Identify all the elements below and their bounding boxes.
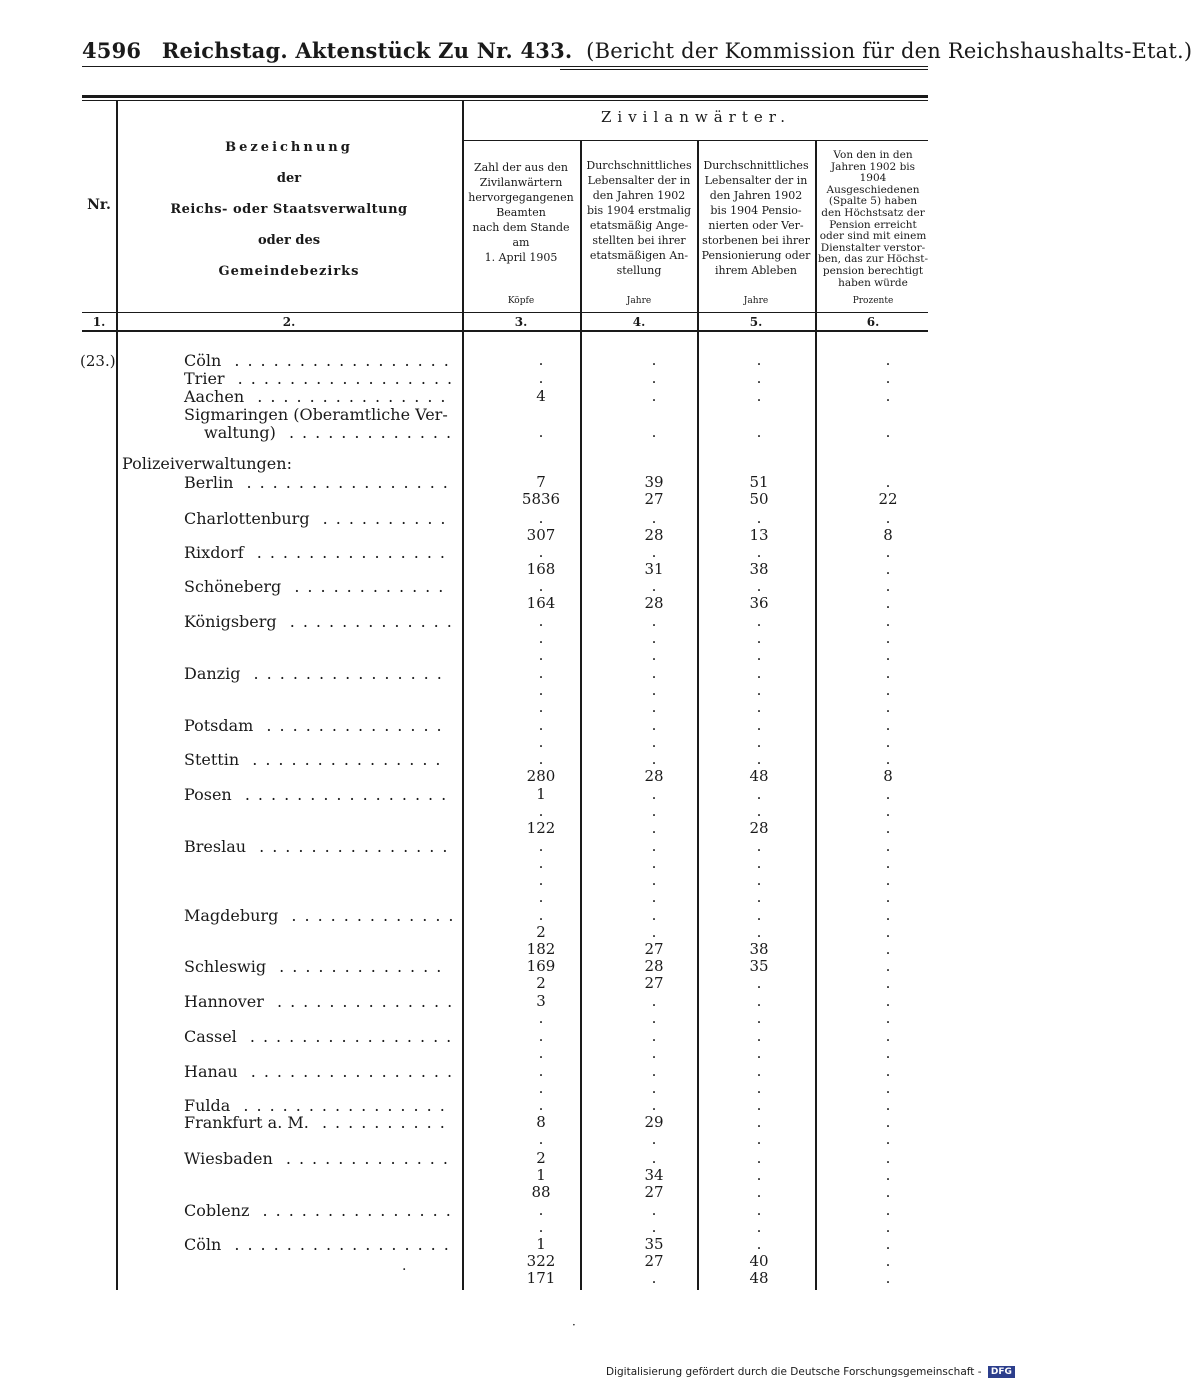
cell-c5: . . . <box>756 664 762 716</box>
cell-c4: . <box>651 369 657 387</box>
dot-leader: ............. <box>278 906 462 925</box>
dot-leader: ................. <box>221 351 457 370</box>
dot-leader: .......... <box>309 509 454 528</box>
col2-heading-line: Gemeindebezirks <box>218 264 360 279</box>
row-label-text: Cassel <box>184 1027 237 1046</box>
dot-leader: ................. <box>221 1235 457 1254</box>
col6-heading <box>817 150 929 289</box>
col2-heading <box>118 132 460 287</box>
cell-c5: . <box>756 1096 762 1114</box>
row-label <box>184 665 450 683</box>
cell-c5: . <box>756 387 762 405</box>
col3-heading-line: Zivilanwärtern <box>479 176 563 189</box>
cell-c6: . . . <box>885 612 891 664</box>
dot-leader: .............. <box>263 992 461 1011</box>
col2-heading-line: Bezeichnung <box>225 140 353 155</box>
row-label-text: Hanau <box>184 1062 238 1081</box>
col4-heading-line: stellung <box>616 264 662 277</box>
cell-c6: . . <box>885 577 891 612</box>
group-header-rule <box>462 140 928 141</box>
row-label-text: Stettin <box>184 750 240 769</box>
col5-heading-line: bis 1904 Pensio- <box>710 204 802 217</box>
dot-leader: ............... <box>246 837 456 856</box>
row-label-text: Charlottenburg <box>184 509 310 528</box>
cell-c6: . . <box>885 1062 891 1097</box>
cell-c4: . <box>651 423 657 441</box>
row-label <box>184 993 460 1011</box>
col2-heading-line: der <box>276 171 302 186</box>
cell-c4: 28 27 <box>644 957 664 992</box>
cell-c5: . . . . <box>756 837 762 906</box>
row-label-text: Hannover <box>184 992 264 1011</box>
cell-c5: 35 . <box>749 957 769 992</box>
col6-heading-line: Dienstalter verstor- <box>820 241 926 254</box>
dot-leader: ............... <box>243 543 454 562</box>
cell-c3: . . . <box>538 612 544 664</box>
row-label-text: Cöln <box>184 1235 222 1254</box>
cell-c6: . . <box>885 1113 891 1148</box>
cell-c3: 1 322 171 <box>526 1235 556 1287</box>
dot-leader: ............. <box>266 957 450 976</box>
row-label <box>184 510 454 528</box>
col6-heading-line: Von den in den <box>833 149 913 161</box>
cell-c4: . . . <box>651 664 657 716</box>
cell-c4: 35 27 . <box>644 1235 664 1287</box>
col-divider-5 <box>815 140 817 1290</box>
cell-c4: . . . . <box>651 837 657 906</box>
cell-c4: . <box>651 387 657 405</box>
section-heading: Polizeiverwaltungen: <box>122 454 292 473</box>
cell-c5: . . <box>756 1062 762 1097</box>
cell-c6: . 22 <box>878 473 898 508</box>
cell-c5: . <box>756 351 762 369</box>
cell-c3: . . . <box>538 664 544 716</box>
header-title: Reichstag. Aktenstück Zu Nr. 433. <box>161 38 573 63</box>
dot-leader: ............. <box>276 612 460 631</box>
cell-c6: . . <box>885 1201 891 1236</box>
col4-heading-line: etatsmäßigen An- <box>589 249 689 262</box>
cell-c5: . . <box>756 716 762 751</box>
col6-heading-line: Ausgeschiedenen <box>826 183 920 196</box>
cell-c5: . . <box>756 1027 762 1062</box>
col4-heading-line: etatsmäßig Ange- <box>589 219 689 232</box>
col4-heading-line: den Jahren 1902 <box>592 189 686 202</box>
cell-c3: 4 <box>536 387 546 405</box>
section-number: (23.) <box>80 352 116 370</box>
cell-c4: . 28 <box>644 577 664 612</box>
row-label <box>184 1028 459 1046</box>
cell-c5: . . 28 <box>749 785 769 837</box>
cell-c3: . 307 <box>526 509 556 544</box>
cell-c4: . . 27 <box>644 906 664 958</box>
cell-c3: 7 5836 <box>521 473 561 508</box>
cell-c5: . . . <box>756 612 762 664</box>
cell-c3: . . <box>538 1027 544 1062</box>
row-label-text: waltung) <box>204 423 276 442</box>
col6-heading-line: pension berechtigt <box>822 264 924 277</box>
col2-heading-line: oder des <box>257 233 321 248</box>
cell-c6: . . . <box>885 785 891 837</box>
header-rule <box>82 66 928 67</box>
group-heading: Zivilanwärter. <box>600 108 792 126</box>
cell-c3: . . . . <box>538 837 544 906</box>
row-label <box>184 751 449 769</box>
cell-c5: . 38 <box>749 543 769 578</box>
row-label-text: Fulda <box>184 1096 231 1115</box>
row-label <box>184 370 460 388</box>
row-label <box>184 907 462 925</box>
col4-heading-line: Lebensalter der in <box>587 174 691 187</box>
col6-heading-line: ben, das zur Höchst- <box>817 253 928 266</box>
cell-c3: . 2 182 <box>526 906 556 958</box>
cell-c5: . . . <box>756 1149 762 1201</box>
header-subtitle: (Bericht der Kommission für den Reichshaushalts-Etat.) <box>586 39 1192 63</box>
row-label-text: Danzig <box>184 664 241 683</box>
row-label-text: Frankfurt a. M. <box>184 1113 309 1132</box>
dot-leader: ................ <box>230 1096 453 1115</box>
col3-heading-line: nach dem Stande <box>472 221 570 234</box>
cell-c3: . 164 <box>526 577 556 612</box>
cell-c5: . 48 <box>749 750 769 785</box>
cell-c5: . 36 <box>749 577 769 612</box>
dot-leader: .............. <box>253 716 450 735</box>
cell-c5: . . 38 <box>749 906 769 958</box>
cell-c6: . <box>885 351 891 369</box>
row-label <box>184 838 455 856</box>
cell-c6: . . <box>885 992 891 1027</box>
dot-leader: ................ <box>233 473 456 492</box>
cell-c4: . . <box>651 1201 657 1236</box>
dot-leader: ............... <box>249 1201 459 1220</box>
footer <box>606 1366 1015 1378</box>
dot-leader: ................ <box>231 785 455 804</box>
cell-c4: . 28 <box>644 750 664 785</box>
cell-c3: . . <box>538 1201 544 1236</box>
cell-c3: . 280 <box>526 750 556 785</box>
dot-leader: ............. <box>275 423 460 442</box>
cell-c6: . 8 <box>883 750 893 785</box>
col5-heading-line: den Jahren 1902 <box>709 189 803 202</box>
row-label <box>184 544 453 562</box>
cell-c6: . . <box>885 1027 891 1062</box>
col3-heading-line: Beamten <box>496 206 546 219</box>
dot-leader: ............... <box>239 750 449 769</box>
dfg-logo: DFG <box>988 1366 1015 1378</box>
row-label-text: Magdeburg <box>184 906 279 925</box>
col6-heading-line: oder sind mit einem <box>819 230 927 243</box>
col3-unit: Köpfe <box>507 296 535 306</box>
col6-heading-line: (Spalte 5) haben <box>828 195 918 208</box>
cell-c3: 3 . <box>536 992 546 1027</box>
cell-c4: . . <box>651 992 657 1027</box>
cell-c4: . . <box>651 1027 657 1062</box>
row-label <box>204 424 459 442</box>
col3-heading-line: Zahl der aus den <box>473 161 569 174</box>
row-label-text: Posen <box>184 785 232 804</box>
cell-c3: . <box>538 1096 544 1114</box>
col-number: 3. <box>514 315 528 329</box>
dot-leader: ............... <box>244 387 454 406</box>
row-label <box>184 613 460 631</box>
row-label-text: Königsberg <box>184 612 277 631</box>
col5-heading-line: Pensionierung oder <box>701 249 811 262</box>
col4-heading-line: Durchschnittliches <box>586 159 692 172</box>
row-label-text: Berlin <box>184 473 234 492</box>
dot-leader: ................. <box>224 369 461 388</box>
cell-c3: 8 . <box>536 1113 546 1148</box>
row-label <box>184 1236 457 1254</box>
cell-c6: . . <box>885 543 891 578</box>
running-header <box>82 38 1192 63</box>
col3-heading-line: 1. April 1905 <box>484 251 558 264</box>
cell-c6: . <box>885 1096 891 1114</box>
dot-leader: ............ <box>281 577 452 596</box>
col1-heading: Nr. <box>87 197 111 213</box>
cell-c4: . . <box>651 716 657 751</box>
cell-c5: . . <box>756 1201 762 1236</box>
row-label-text: Breslau <box>184 837 247 856</box>
cell-c3: . <box>538 369 544 387</box>
col-number: 6. <box>866 315 880 329</box>
row-label <box>184 578 451 596</box>
col-divider-2 <box>462 100 464 1290</box>
row-label <box>184 958 449 976</box>
dot-leader: ................ <box>236 1027 460 1046</box>
cell-c3: . 168 <box>526 543 556 578</box>
cell-c3: 169 2 <box>526 957 556 992</box>
dot-leader: ............... <box>240 664 450 683</box>
row-label <box>184 388 454 406</box>
dot-leader: ............. <box>272 1149 456 1168</box>
cell-c4: 39 27 <box>644 473 664 508</box>
row-label-text: Cöln <box>184 351 222 370</box>
cell-c4: . . . <box>651 785 657 837</box>
header-rule-short <box>560 69 928 70</box>
col4-heading <box>582 158 696 278</box>
dot-leader: ................ <box>237 1062 461 1081</box>
row-label <box>184 1114 453 1132</box>
row-label <box>184 474 456 492</box>
cell-c4: . <box>651 1096 657 1114</box>
table-top-rule <box>82 95 928 98</box>
col5-heading-line: storbenen bei ihrer <box>702 234 810 247</box>
row-label <box>184 1150 456 1168</box>
col3-heading <box>464 160 578 265</box>
row-label <box>184 1202 459 1220</box>
cell-c6: . . . . <box>885 837 891 906</box>
col4-heading-line: bis 1904 erstmalig <box>586 204 692 217</box>
cell-c6: . . <box>885 716 891 751</box>
cell-c5: . . <box>756 1113 762 1148</box>
cell-c6: . . . <box>885 1149 891 1201</box>
stray-mark: · <box>402 1262 407 1278</box>
stray-mark: · <box>572 1318 576 1332</box>
row-label <box>184 352 457 370</box>
row-label <box>184 1063 460 1081</box>
cell-c5: . 40 48 <box>749 1235 769 1287</box>
page-number: 4596 <box>82 38 142 63</box>
cell-c3: . <box>538 423 544 441</box>
col6-heading-line: den Höchstsatz der <box>821 206 925 219</box>
col5-heading-line: Lebensalter der in <box>704 174 808 187</box>
col4-heading-line: stellten bei ihrer <box>592 234 686 247</box>
cell-c4: . 28 <box>644 509 664 544</box>
cell-c5: . <box>756 423 762 441</box>
cell-c6: . <box>885 387 891 405</box>
row-label-text: Aachen <box>184 387 245 406</box>
table-top-rule-thin <box>82 100 928 101</box>
row-label-text: Schöneberg <box>184 577 282 596</box>
col6-heading-line: haben würde <box>838 276 908 289</box>
cell-c6: . <box>885 423 891 441</box>
cell-c6: . . . <box>885 906 891 958</box>
cell-c4: . . . <box>651 612 657 664</box>
row-label-text: Potsdam <box>184 716 254 735</box>
row-label-text: Trier <box>184 369 225 388</box>
cell-c5: . 13 <box>749 509 769 544</box>
row-label-text: Rixdorf <box>184 543 244 562</box>
cell-c4: . 31 <box>644 543 664 578</box>
cell-c3: 2 1 88 <box>531 1149 551 1201</box>
col5-heading <box>699 158 813 278</box>
col3-heading-line: am <box>512 236 530 249</box>
cell-c4: 29 . <box>644 1113 664 1148</box>
row-label <box>184 717 450 735</box>
col4-unit: Jahre <box>626 296 652 306</box>
row-label <box>184 406 448 424</box>
header-bottom-rule <box>82 312 928 313</box>
cell-c5: . . <box>756 992 762 1027</box>
cell-c3: 1 . 122 <box>526 785 556 837</box>
cell-c6: . <box>885 369 891 387</box>
row-label-text: Sigmaringen (Oberamtliche Ver- <box>184 405 448 424</box>
dot-leader: .......... <box>308 1113 453 1132</box>
cell-c3: . . <box>538 1062 544 1097</box>
cell-c4: . <box>651 351 657 369</box>
cell-c4: . . <box>651 1062 657 1097</box>
col6-heading-line: Pension erreicht <box>829 218 917 231</box>
col6-unit: Prozente <box>852 296 894 306</box>
col3-heading-line: hervorgegangenen <box>468 191 574 204</box>
cell-c6: . . <box>885 957 891 992</box>
col-number: 4. <box>632 315 646 329</box>
row-label-text: Coblenz <box>184 1201 250 1220</box>
col-number: 5. <box>749 315 763 329</box>
row-label-text: Wiesbaden <box>184 1149 273 1168</box>
col-number: 1. <box>92 315 106 329</box>
cell-c3: . <box>538 351 544 369</box>
row-label-text: Schleswig <box>184 957 267 976</box>
cell-c6: . . . <box>885 1235 891 1287</box>
row-label <box>184 786 454 804</box>
col-number: 2. <box>282 315 296 329</box>
cell-c5: 51 50 <box>749 473 769 508</box>
cell-c3: . . <box>538 716 544 751</box>
footer-text: Digitalisierung gefördert durch die Deutsche Forschungsgemeinschaft - <box>606 1366 982 1378</box>
column-number-rule <box>82 330 928 332</box>
col5-heading-line: ihrem Ableben <box>715 264 797 277</box>
col5-unit: Jahre <box>743 296 769 306</box>
col5-heading-line: nierten oder Ver- <box>708 219 804 232</box>
cell-c6: . . . <box>885 664 891 716</box>
cell-c4: . 34 27 <box>644 1149 664 1201</box>
cell-c5: . <box>756 369 762 387</box>
col5-heading-line: Durchschnittliches <box>703 159 809 172</box>
cell-c6: . 8 <box>883 509 893 544</box>
col6-heading-line: Jahren 1902 bis 1904 <box>830 160 916 185</box>
col2-heading-line: Reichs- oder Staatsverwaltung <box>170 202 408 217</box>
